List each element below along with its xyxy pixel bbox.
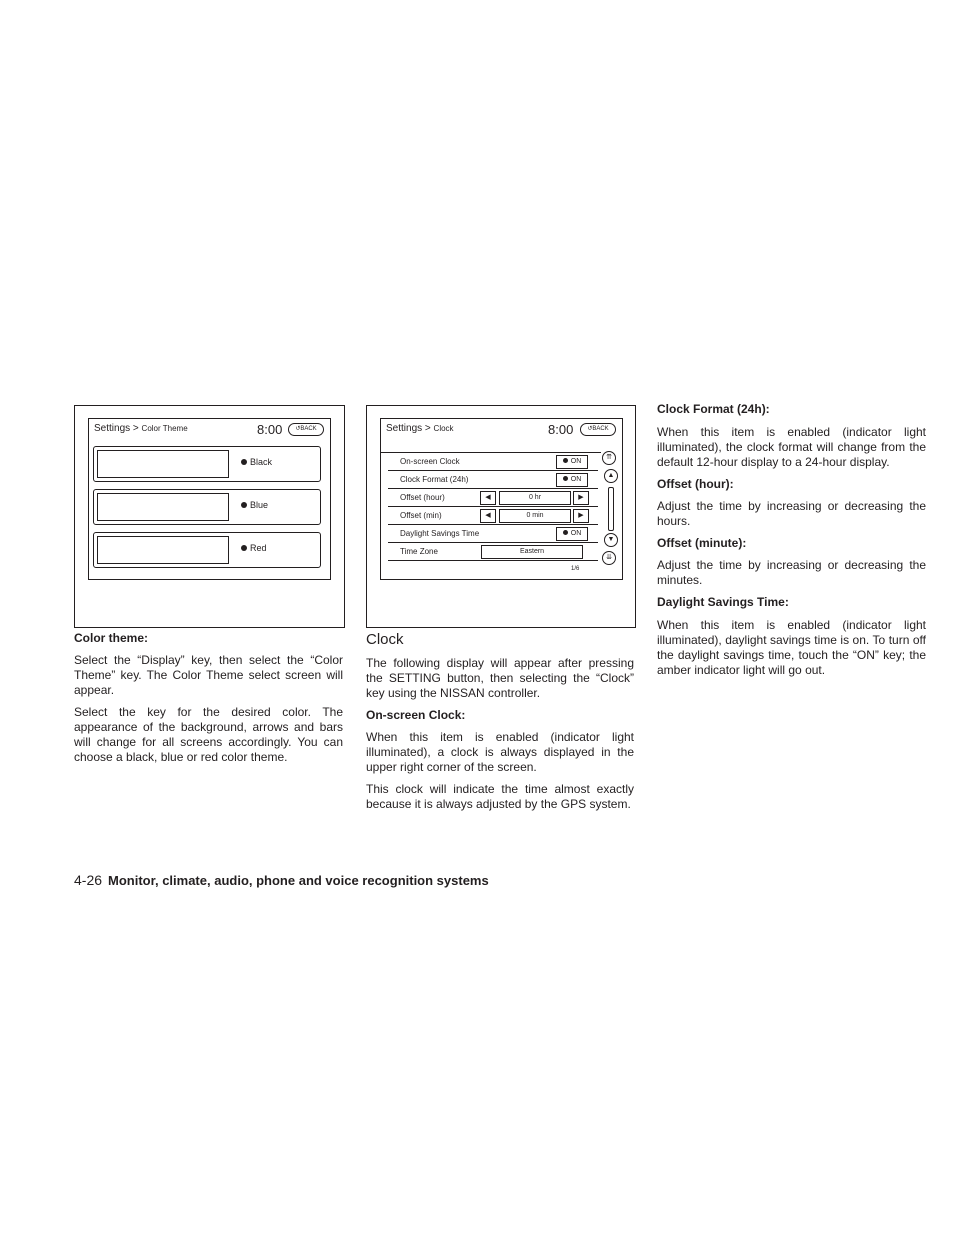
arrow-right-icon: ▶: [578, 512, 584, 519]
chapter-title: Monitor, climate, audio, phone and voice recognition systems: [108, 873, 489, 888]
arrow-down-icon: ▼: [607, 536, 615, 543]
color-theme-heading: Color theme:: [74, 631, 149, 645]
offset-minute-heading: Offset (minute):: [657, 536, 747, 550]
screen-clock: 8:00: [548, 422, 574, 437]
paragraph: This clock will indicate the time almost exactly because it is always adjusted by the GPS system.: [366, 782, 634, 811]
color-option-red[interactable]: Red: [93, 532, 321, 568]
back-button[interactable]: ↺BACK: [580, 423, 616, 436]
paragraph: When this item is enabled (indicator light illuminated), daylight savings time is on. To turn off the daylight savings time, touch the “ON” key; the amber indicator light will go out.: [657, 618, 926, 677]
indicator-dot-icon: [241, 459, 247, 465]
back-button[interactable]: ↺BACK: [288, 423, 324, 436]
column-2: [366, 631, 634, 812]
column-1: [74, 631, 343, 765]
arrow-left-icon: ◀: [485, 512, 491, 519]
time-zone-value[interactable]: Eastern: [481, 545, 583, 559]
color-swatch: [97, 493, 229, 521]
screen-clock: 8:00: [257, 422, 283, 437]
row-time-zone[interactable]: Time Zone Eastern: [388, 543, 598, 561]
offset-hour-heading: Offset (hour):: [657, 477, 734, 491]
row-daylight-savings[interactable]: Daylight Savings Time ON: [388, 525, 598, 543]
back-arrow-icon: ↺: [587, 426, 593, 432]
daylight-savings-toggle[interactable]: ON: [556, 527, 588, 541]
paragraph: The following display will appear after pressing the SETTING button, then selecting the “Clock” key using the NISSAN controller.: [366, 656, 634, 700]
increase-hour-button[interactable]: [573, 491, 589, 505]
arrow-left-icon: ◀: [485, 494, 491, 501]
page-indicator: 1/6: [571, 566, 580, 572]
indicator-dot-icon: [563, 530, 568, 535]
color-option-blue[interactable]: Blue: [93, 489, 321, 525]
screen-title: Settings > Color Theme: [94, 423, 188, 434]
row-onscreen-clock[interactable]: On-screen Clock ON: [388, 453, 598, 471]
screen-title: Settings > Clock: [386, 423, 454, 434]
offset-min-value: 0 min: [499, 509, 571, 523]
double-arrow-up-icon: ⇈: [606, 454, 612, 461]
paragraph: When this item is enabled (indicator light illuminated), the clock format will change from the default 12-hour display to a 24-hour display.: [657, 425, 926, 469]
onscreen-clock-toggle[interactable]: ON: [556, 455, 588, 469]
paragraph: When this item is enabled (indicator light illuminated), a clock is always displayed in the upper right corner of the screen.: [366, 730, 634, 774]
decrease-min-button[interactable]: [480, 509, 496, 523]
arrow-right-icon: ▶: [578, 494, 584, 501]
decrease-hour-button[interactable]: [480, 491, 496, 505]
clock-format-heading: Clock Format (24h):: [657, 402, 770, 416]
color-swatch: [97, 450, 229, 478]
scrollbar[interactable]: [608, 487, 614, 531]
clock-settings-figure: [366, 405, 636, 628]
settings-list: [381, 452, 601, 565]
paragraph: Select the “Display” key, then select the “Color Theme” key. The Color Theme select screen will appear.: [74, 653, 343, 697]
page-footer: [74, 872, 489, 888]
clock-section-title: Clock: [366, 631, 404, 648]
increase-min-button[interactable]: [573, 509, 589, 523]
offset-hour-value: 0 hr: [499, 491, 571, 505]
arrow-up-icon: ▲: [607, 472, 615, 479]
indicator-dot-icon: [241, 502, 247, 508]
color-theme-screen: [88, 418, 331, 580]
scroll-down-button[interactable]: [604, 533, 618, 547]
color-swatch: [97, 536, 229, 564]
row-clock-format[interactable]: Clock Format (24h) ON: [388, 471, 598, 489]
page-number: 4-26: [74, 872, 103, 888]
scroll-bottom-button[interactable]: [602, 551, 616, 565]
paragraph: Adjust the time by increasing or decreasing the hours.: [657, 499, 926, 528]
double-arrow-down-icon: ⇊: [606, 554, 612, 561]
clock-settings-screen: [380, 418, 623, 580]
indicator-dot-icon: [241, 545, 247, 551]
scroll-up-button[interactable]: [604, 469, 618, 483]
clock-format-toggle[interactable]: ON: [556, 473, 588, 487]
color-theme-figure: [74, 405, 345, 628]
row-offset-hour: Offset (hour) ◀ 0 hr ▶: [388, 489, 598, 507]
scroll-top-button[interactable]: [602, 451, 616, 465]
paragraph: Select the key for the desired color. The appearance of the background, arrows and bars will change for all screens accordingly. You can choose a black, blue or red color theme.: [74, 705, 343, 764]
back-arrow-icon: ↺: [295, 426, 301, 432]
onscreen-clock-heading: On-screen Clock:: [366, 708, 466, 722]
color-option-black[interactable]: Black: [93, 446, 321, 482]
paragraph: Adjust the time by increasing or decreasing the minutes.: [657, 558, 926, 587]
daylight-savings-heading: Daylight Savings Time:: [657, 595, 789, 609]
column-3: [657, 402, 926, 678]
indicator-dot-icon: [563, 458, 568, 463]
indicator-dot-icon: [563, 476, 568, 481]
row-offset-min: Offset (min) ◀ 0 min ▶: [388, 507, 598, 525]
